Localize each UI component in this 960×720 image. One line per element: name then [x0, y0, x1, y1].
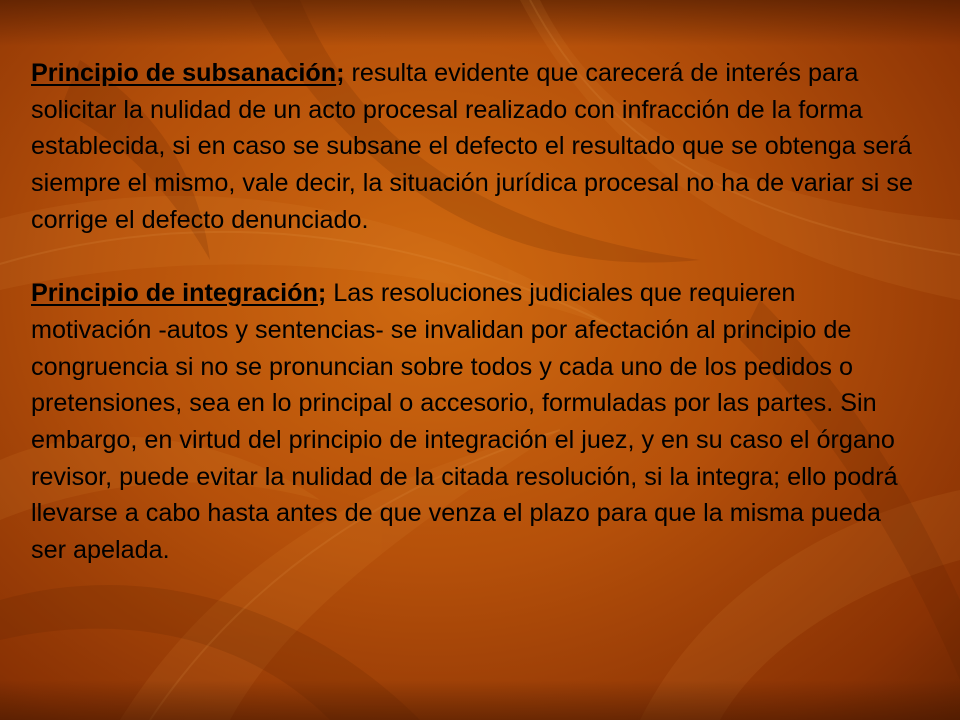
paragraph-body: resulta evidente que carecerá de interés para solicitar la nulidad de un acto procesal realizado con infracción de la forma establecida, si en caso se subsane el defecto el resultado que se obtenga será siempre el mismo, vale decir, la situación jurídica procesal no ha de variar si se corrige el defecto denunciado.	[31, 59, 913, 234]
paragraph-heading: Principio de integración	[31, 279, 318, 308]
heading-separator: ;	[317, 279, 327, 308]
paragraph-body: Las resoluciones judiciales que requieren motivación -autos y sentencias- se invalidan por afectación al principio de congruencia si no se pronuncian sobre todos y cada uno de los pedidos o pretensiones, sea en lo principal o accesorio, formuladas por las partes. Sin embargo, en virtud del principio de integración el juez, y en su caso el órgano revisor, puede evitar la nulidad de la citada resolución, si la integra; ello podrá llevarse a cabo hasta antes de que venza el plazo para que la misma pueda ser apelada.	[31, 279, 898, 565]
paragraph-heading: Principio de subsanación	[31, 59, 337, 87]
heading-separator: ;	[336, 59, 345, 87]
paragraph-integracion	[31, 275, 921, 569]
slide-text-body	[31, 55, 921, 569]
paragraph-subsanacion	[31, 55, 921, 239]
